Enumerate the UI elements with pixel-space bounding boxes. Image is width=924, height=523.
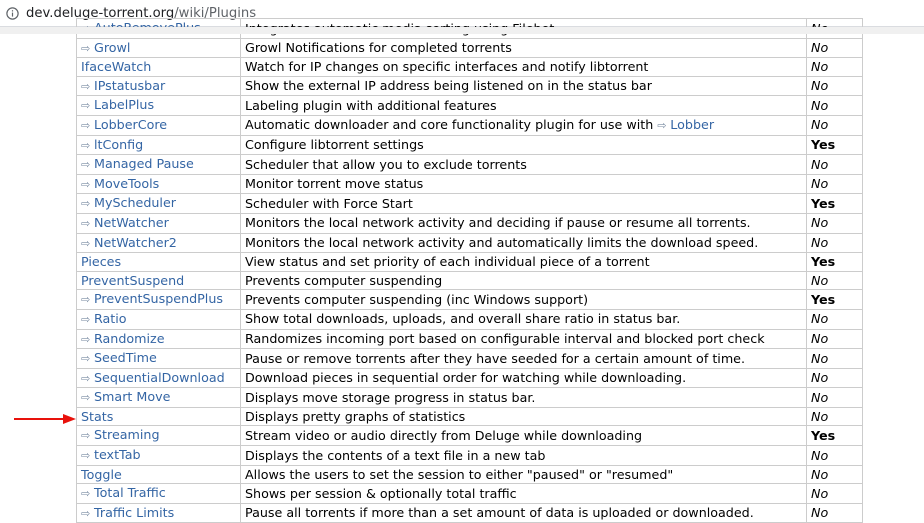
wiki-link-arrow-icon: ⇨: [81, 99, 91, 113]
plugin-name-cell[interactable]: [77, 407, 241, 426]
plugin-description-text: Displays the contents of a text file in a new tab: [245, 447, 546, 463]
wiki-link-arrow-icon: ⇨: [81, 332, 91, 346]
plugin-name-cell[interactable]: [77, 426, 241, 446]
info-circle-icon[interactable]: [5, 6, 20, 21]
plugin-name-cell[interactable]: [77, 155, 241, 175]
plugin-name-cell[interactable]: [77, 329, 241, 349]
plugin-name-link[interactable]: Traffic Limits: [94, 504, 175, 520]
plugin-description-text: Allows the users to set the session to either "paused" or "resumed": [245, 466, 674, 482]
plugin-flag-cell: Yes: [807, 253, 863, 272]
table-row: [77, 76, 863, 96]
plugin-name-link[interactable]: Smart Move: [94, 389, 171, 405]
plugin-description-cell: [241, 58, 807, 77]
plugin-description-cell: [241, 174, 807, 194]
wiki-link-arrow-icon: ⇨: [81, 429, 91, 443]
plugin-name-link[interactable]: IfaceWatch: [81, 59, 152, 75]
plugin-name-cell[interactable]: [77, 309, 241, 329]
table-row: [77, 290, 863, 310]
plugin-flag-cell: No: [807, 213, 863, 233]
plugin-description-cell: [241, 503, 807, 523]
plugin-description-cell: [241, 233, 807, 253]
plugin-description-cell: [241, 253, 807, 272]
plugin-description-text: Scheduler with Force Start: [245, 195, 413, 211]
plugin-description-text: Show total downloads, uploads, and overall share ratio in status bar.: [245, 311, 681, 327]
plugin-name-cell[interactable]: [77, 349, 241, 369]
wiki-link-arrow-icon: ⇨: [81, 216, 91, 230]
wiki-link-arrow-icon: ⇨: [81, 41, 91, 55]
plugin-flag-cell: No: [807, 271, 863, 290]
plugin-name-link[interactable]: SequentialDownload: [94, 369, 225, 385]
plugin-description-cell: [241, 96, 807, 116]
plugin-flag-cell: Yes: [807, 135, 863, 155]
plugin-description-text: Displays pretty graphs of statistics: [245, 408, 466, 424]
plugin-name-cell[interactable]: [77, 465, 241, 484]
url-path: /wiki/Plugins: [174, 5, 257, 21]
table-row: [77, 96, 863, 116]
plugin-name-link[interactable]: Pieces: [81, 254, 122, 270]
plugin-description-text: Labeling plugin with additional features: [245, 97, 497, 113]
plugin-description-cell: [241, 484, 807, 504]
plugin-description-cell: [241, 465, 807, 484]
plugin-name-cell[interactable]: [77, 174, 241, 194]
plugin-name-cell[interactable]: [77, 484, 241, 504]
plugin-name-link[interactable]: SeedTime: [94, 350, 157, 366]
plugin-flag-cell: No: [807, 407, 863, 426]
plugin-name-link[interactable]: textTab: [94, 447, 141, 463]
plugin-description-cell: [241, 290, 807, 310]
plugin-flag-cell: No: [807, 174, 863, 194]
plugin-name-cell[interactable]: [77, 233, 241, 253]
plugin-flag-cell: No: [807, 349, 863, 369]
table-row: [77, 253, 863, 272]
plugin-description-text: Stream video or audio directly from Deluge while downloading: [245, 427, 643, 443]
plugin-description-cell: [241, 309, 807, 329]
red-arrow-icon: [14, 411, 78, 427]
page-top-shade: [0, 27, 924, 34]
plugin-name-link[interactable]: MyScheduler: [94, 195, 176, 211]
plugin-description-cell: [241, 135, 807, 155]
plugin-flag-cell: No: [807, 96, 863, 116]
plugin-flag-cell: No: [807, 484, 863, 504]
plugin-name-link[interactable]: Stats: [81, 408, 114, 424]
table-row: [77, 58, 863, 77]
table-row: [77, 155, 863, 175]
plugin-name-cell[interactable]: [77, 503, 241, 523]
plugin-name-link[interactable]: PreventSuspend: [81, 272, 185, 288]
table-row: [77, 349, 863, 369]
plugin-description-text: Download pieces in sequential order for watching while downloading.: [245, 370, 687, 386]
plugin-flag-cell: Yes: [807, 194, 863, 214]
plugin-description-text: View status and set priority of each individual piece of a torrent: [245, 254, 650, 270]
plugin-description-text: Growl Notifications for completed torrents: [245, 40, 512, 56]
plugin-flag-cell: Yes: [807, 426, 863, 446]
plugin-name-link[interactable]: Randomize: [94, 330, 165, 346]
plugin-name-link[interactable]: Managed Pause: [94, 156, 194, 172]
plugin-flag-cell: No: [807, 115, 863, 135]
wiki-link-arrow-icon: ⇨: [81, 371, 91, 385]
table-row: [77, 194, 863, 214]
plugin-name-cell[interactable]: [77, 76, 241, 96]
plugin-name-cell[interactable]: [77, 194, 241, 214]
plugins-table: [76, 18, 863, 523]
wiki-link-arrow-icon: ⇨: [657, 118, 667, 132]
table-row: [77, 271, 863, 290]
page-content: [0, 27, 924, 521]
plugin-description-text: Scheduler that allow you to exclude torrents: [245, 156, 527, 172]
plugin-description-cell: [241, 446, 807, 466]
plugin-description-text: Prevents computer suspending: [245, 272, 443, 288]
plugin-description-text: Randomizes incoming port based on configurable interval and blocked port check: [245, 331, 765, 346]
plugin-description-text: Pause all torrents if more than a set amount of data is uploaded or downloaded.: [245, 505, 754, 521]
plugin-description-text: Automatic downloader and core functionality plugin for use with: [245, 116, 658, 132]
plugin-name-cell[interactable]: [77, 368, 241, 388]
plugin-description-text: Displays move storage progress in status bar.: [245, 389, 536, 405]
table-row: [77, 309, 863, 329]
plugin-description-cell: [241, 271, 807, 290]
wiki-link-arrow-icon: ⇨: [81, 449, 91, 463]
wiki-link-arrow-icon: ⇨: [81, 352, 91, 366]
table-row: [77, 368, 863, 388]
wiki-link-arrow-icon: ⇨: [81, 177, 91, 191]
plugin-description-cell: [241, 329, 807, 349]
plugin-description-text: Show the external IP address being listened on in the status bar: [245, 78, 652, 94]
wiki-link-arrow-icon: ⇨: [81, 312, 91, 326]
plugin-name-link[interactable]: Streaming: [94, 427, 160, 443]
plugin-description-text: Configure libtorrent settings: [245, 137, 424, 153]
plugin-description-cell: [241, 115, 807, 135]
wiki-link-arrow-icon: ⇨: [81, 293, 91, 307]
plugin-name-link[interactable]: MoveTools: [94, 175, 160, 191]
plugin-description-cell: [241, 426, 807, 446]
table-row: [77, 446, 863, 466]
table-row: [77, 465, 863, 484]
plugin-name-cell[interactable]: [77, 96, 241, 116]
wiki-link-arrow-icon: ⇨: [81, 138, 91, 152]
plugin-flag-cell: No: [807, 76, 863, 96]
plugin-flag-cell: No: [807, 38, 863, 58]
wiki-link-arrow-icon: ⇨: [81, 506, 91, 520]
plugin-name-cell[interactable]: [77, 58, 241, 77]
wiki-link-arrow-icon: ⇨: [81, 197, 91, 211]
plugin-name-cell[interactable]: [77, 388, 241, 408]
plugin-name-cell[interactable]: [77, 213, 241, 233]
plugin-flag-cell: Yes: [807, 290, 863, 310]
wiki-link-arrow-icon: ⇨: [81, 236, 91, 250]
plugin-description-text: Monitors the local network activity and automatically limits the download speed.: [245, 235, 759, 251]
plugin-description-cell: [241, 407, 807, 426]
table-row: [77, 213, 863, 233]
plugin-description-cell: [241, 194, 807, 214]
plugin-name-link[interactable]: IPstatusbar: [94, 77, 166, 93]
plugin-name-cell[interactable]: [77, 271, 241, 290]
plugin-description-text: Shows per session & optionally total traffic: [245, 485, 517, 501]
table-row: [77, 115, 863, 135]
plugin-flag-cell: No: [807, 368, 863, 388]
url-domain: dev.deluge-torrent.org: [26, 5, 175, 21]
plugin-description-cell: [241, 388, 807, 408]
plugin-description-text: Watch for IP changes on specific interfaces and notify libtorrent: [245, 59, 649, 75]
plugin-description-text: Prevents computer suspending (inc Windows support): [245, 291, 589, 307]
plugin-name-link[interactable]: Growl: [94, 39, 131, 55]
plugin-name-link[interactable]: PreventSuspendPlus: [94, 291, 223, 307]
plugin-name-link[interactable]: Ratio: [94, 310, 127, 326]
plugins-table-body: [77, 19, 863, 523]
plugin-flag-cell: No: [807, 465, 863, 484]
wiki-link-arrow-icon: ⇨: [81, 118, 91, 132]
plugin-name-cell[interactable]: [77, 290, 241, 310]
table-row: [77, 329, 863, 349]
plugin-name-cell[interactable]: [77, 115, 241, 135]
table-row: [77, 426, 863, 446]
plugin-flag-cell: No: [807, 446, 863, 466]
plugin-description-cell: [241, 349, 807, 369]
plugin-flag-cell: No: [807, 309, 863, 329]
plugin-name-link[interactable]: NetWatcher2: [94, 234, 177, 250]
plugin-name-cell[interactable]: [77, 446, 241, 466]
wiki-link-arrow-icon: ⇨: [81, 391, 91, 405]
table-row: [77, 407, 863, 426]
plugin-description-cell: [241, 155, 807, 175]
plugin-description-cell: [241, 213, 807, 233]
table-row: [77, 174, 863, 194]
wiki-link-arrow-icon: ⇨: [81, 79, 91, 93]
plugin-name-cell[interactable]: [77, 253, 241, 272]
plugin-name-link[interactable]: NetWatcher: [94, 214, 169, 230]
plugin-description-cell: [241, 76, 807, 96]
plugin-name-link[interactable]: LobberCore: [94, 116, 168, 132]
plugin-description-text: Monitor torrent move status: [245, 176, 424, 192]
table-row: [77, 38, 863, 58]
table-row: [77, 484, 863, 504]
plugin-flag-cell: No: [807, 329, 863, 349]
description-wiki-link[interactable]: Lobber: [670, 116, 715, 132]
plugin-name-link[interactable]: ltConfig: [94, 136, 144, 152]
plugin-flag-cell: No: [807, 388, 863, 408]
plugin-description-text: Monitors the local network activity and deciding if pause or resume all torrents.: [245, 215, 751, 231]
plugin-flag-cell: No: [807, 155, 863, 175]
table-row: [77, 388, 863, 408]
table-row: [77, 233, 863, 253]
plugin-name-link[interactable]: LabelPlus: [94, 97, 155, 113]
plugin-name-link[interactable]: Toggle: [81, 466, 122, 482]
plugin-description-cell: [241, 38, 807, 58]
plugin-flag-cell: No: [807, 503, 863, 523]
plugin-name-cell[interactable]: [77, 135, 241, 155]
wiki-link-arrow-icon: ⇨: [81, 487, 91, 501]
plugin-description-cell: [241, 368, 807, 388]
table-row: [77, 135, 863, 155]
plugin-description-text: Pause or remove torrents after they have seeded for a certain amount of time.: [245, 350, 746, 366]
plugin-flag-cell: No: [807, 233, 863, 253]
table-row: [77, 503, 863, 523]
plugin-name-cell[interactable]: [77, 38, 241, 58]
wiki-link-arrow-icon: ⇨: [81, 158, 91, 172]
plugin-name-link[interactable]: Total Traffic: [94, 485, 166, 501]
plugin-flag-cell: No: [807, 58, 863, 77]
